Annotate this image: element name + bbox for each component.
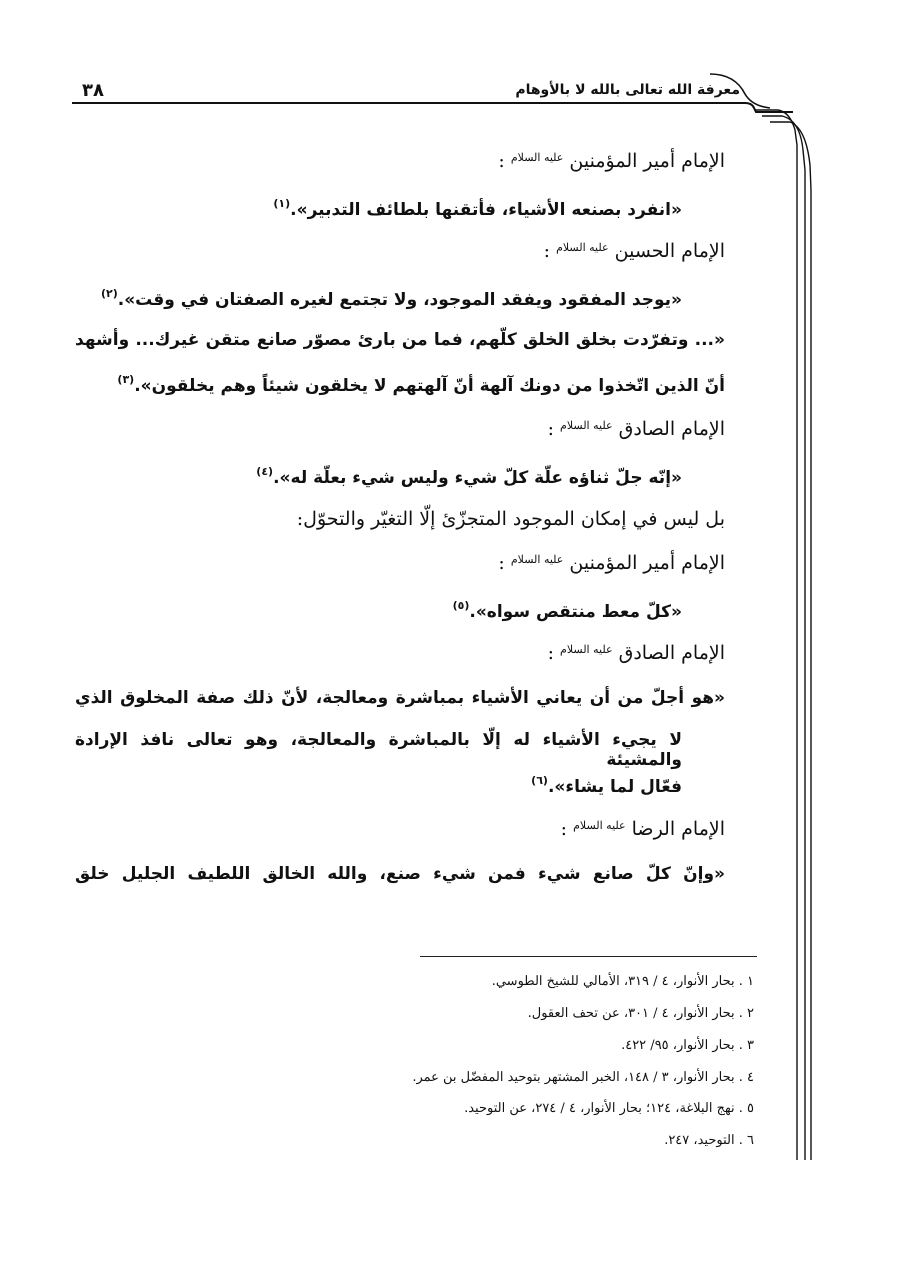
author-text (297, 508, 725, 530)
hadith-quote (75, 730, 682, 770)
footnote-ref: (١) (273, 197, 291, 210)
hadith-quote (453, 599, 682, 622)
hadith-quote (273, 197, 682, 220)
footnote-ref: (٥) (452, 599, 470, 612)
speaker-label (548, 642, 725, 664)
speaker-label (548, 418, 725, 440)
footnote-ref: (٢) (100, 287, 118, 300)
colon: : (498, 150, 505, 172)
speaker-name: الإمام الحسين (614, 240, 725, 262)
footnote-separator (420, 956, 757, 957)
quote-text: «هو أجلّ من أن يعاني الأشياء بمباشرة ومعالجة، لأنّ ذلك صفة المخلوق الذي (75, 688, 725, 708)
quote-text: «كلّ معط منتقص سواه». (469, 602, 682, 622)
footnote: ٢ . بحار الأنوار، ٤ / ٣٠١، عن تحف العقول. (527, 1006, 754, 1021)
speaker-name: الإمام الصادق (618, 418, 725, 440)
running-header-title: معرفة الله تعالى بالله لا بالأوهام (515, 82, 740, 98)
speaker-label (544, 240, 725, 262)
quote-text: أنّ الذين اتّخذوا من دونك آلهة أنّ آلهتهم لا يخلقون شيئاً وهم يخلقون». (134, 376, 725, 396)
quote-text: لا يجيء الأشياء له إلّا بالمباشرة والمعالجة، وهو تعالى نافذ الإرادة والمشيئة (75, 730, 682, 770)
hadith-quote (75, 330, 725, 350)
hadith-quote (75, 688, 725, 708)
hadith-quote (101, 287, 682, 310)
speaker-name: الإمام أمير المؤمنين (569, 150, 725, 172)
speaker-name: الإمام الصادق (618, 642, 725, 664)
honorific-seal: عليه السلام (560, 643, 613, 656)
honorific-seal: عليه السلام (510, 553, 564, 566)
speaker-name: الإمام الرضا (631, 818, 725, 840)
quote-text: «إنّه جلّ ثناؤه علّة كلّ شيء وليس شيء بعلّة له». (273, 468, 682, 488)
footnote: ١ . بحار الأنوار، ٤ / ٣١٩، الأمالي للشيخ الطوسي. (491, 974, 754, 989)
quote-text: «يوجد المفقود ويفقد الموجود، ولا تجتمع لغيره الصفتان في وقت». (117, 290, 682, 310)
footnote: ٥ . نهج البلاغة، ١٢٤؛ بحار الأنوار، ٤ / ٢٧٤، عن التوحيد. (464, 1101, 754, 1116)
honorific-seal: عليه السلام (573, 819, 626, 832)
honorific-seal: عليه السلام (556, 241, 609, 254)
speaker-label (561, 818, 725, 840)
quote-text: «انفرد بصنعه الأشياء، فأتقنها بلطائف التدبير». (290, 200, 682, 220)
body-text: بل ليس في إمكان الموجود المتجزّئ إلّا التغيّر والتحوّل: (296, 508, 725, 530)
honorific-seal: عليه السلام (560, 419, 613, 432)
footnote: ٦ . التوحيد، ٢٤٧. (664, 1133, 754, 1148)
speaker-name: الإمام أمير المؤمنين (569, 552, 725, 574)
quote-text: «... وتفرّدت بخلق الخلق كلّهم، فما من بارئ مصوّر صانع متقن غيرك... وأشهد (75, 330, 725, 350)
colon: : (560, 818, 568, 840)
colon: : (543, 240, 551, 262)
hadith-quote (531, 774, 682, 797)
hadith-quote (75, 864, 725, 884)
footnote-ref: (٦) (531, 774, 548, 787)
colon: : (498, 552, 505, 574)
page-number: ٣٨ (82, 80, 104, 101)
footnote: ٤ . بحار الأنوار، ٣ / ١٤٨، الخبر المشتهر بتوحيد المفضّل بن عمر. (412, 1070, 754, 1085)
quote-text: «وإنّ كلّ صانع شيء فمن شيء صنع، والله الخالق اللطيف الجليل خلق (75, 864, 725, 884)
colon: : (547, 418, 554, 440)
colon: : (547, 642, 554, 664)
footnote-ref: (٤) (256, 465, 274, 478)
speaker-label (498, 150, 725, 172)
honorific-seal: عليه السلام (510, 151, 564, 164)
speaker-label (498, 552, 725, 574)
footnote: ٣ . بحار الأنوار، ٩٥/ ٤٢٢. (621, 1038, 754, 1053)
hadith-quote (256, 465, 682, 488)
footnote-ref: (٣) (117, 373, 135, 386)
quote-text: فعّال لما يشاء». (547, 777, 682, 797)
hadith-quote (117, 373, 725, 396)
